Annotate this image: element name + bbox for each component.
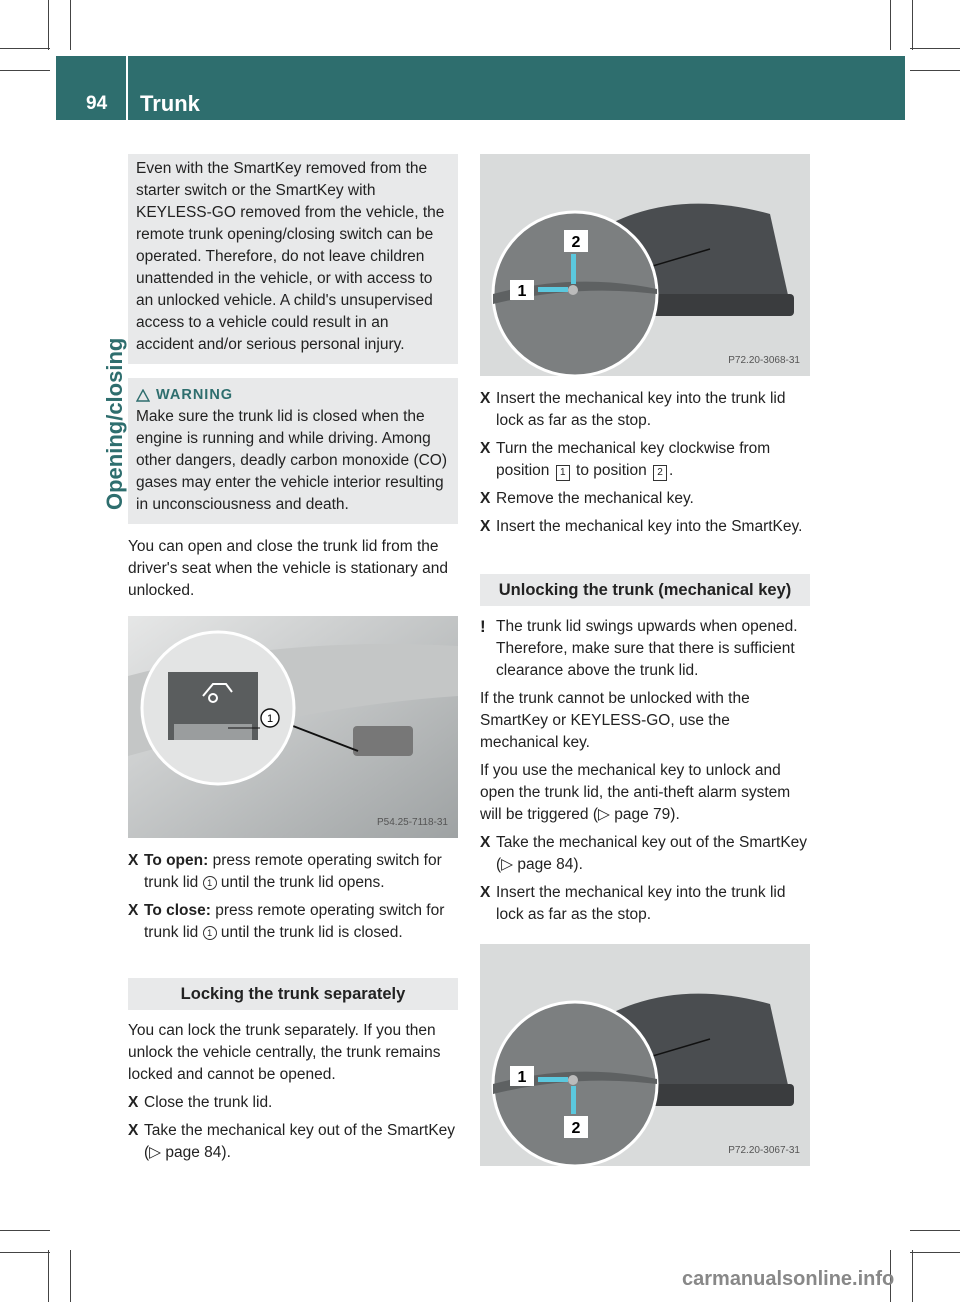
figure-trunk-lock-close-illustration xyxy=(480,944,810,1166)
step-insert-key-2 xyxy=(480,882,810,926)
figure3-code: P72.20-3067-31 xyxy=(728,1145,800,1156)
figure-trunk-switch-illustration xyxy=(128,616,458,838)
crop-mark xyxy=(70,1250,71,1302)
crop-mark xyxy=(0,48,50,49)
crop-mark xyxy=(48,1250,49,1302)
figure2-label-1: 1 xyxy=(517,283,527,300)
step-close-bold: To close: xyxy=(144,902,211,919)
step-text: Remove the mechanical key. xyxy=(496,490,694,507)
crop-mark xyxy=(0,70,50,71)
step-text: Take the mechanical key out of the SmartKey (▷ page 84). xyxy=(496,834,808,873)
right-column xyxy=(480,154,810,1166)
step-insert-smartkey xyxy=(480,516,810,538)
step-open-text-a: press remote operating switch for trunk lid xyxy=(144,852,442,891)
note-text: Even with the SmartKey removed from the starter switch or the SmartKey with KEYLESS-GO removed from the vehicle, the remote trunk opening/closing switch can be operated. Therefore, do not leave children unattended in the vehicle, or with access to an unlocked vehicle. A child's unsupervised access to a vehicle could result in an accident and/or serious personal injury. xyxy=(136,160,445,353)
position-1-badge: 1 xyxy=(556,465,570,481)
warning-text: Make sure the trunk lid is closed when the engine is running and while driving. Among other dangers, deadly carbon monoxide (CO) gases may enter the vehicle interior resulting in unconsciousness and death. xyxy=(136,408,448,513)
crop-mark xyxy=(0,1230,50,1231)
crop-mark xyxy=(910,1252,960,1253)
watermark: carmanualsonline.info xyxy=(682,1268,895,1290)
step-open-text-b: until the trunk lid opens. xyxy=(216,874,385,891)
step-text-c: . xyxy=(669,462,674,479)
step-take-key-out xyxy=(480,832,810,876)
step-marker: X xyxy=(480,834,491,851)
step-marker: X xyxy=(480,884,491,901)
step-marker: X xyxy=(128,902,139,919)
crop-mark xyxy=(70,0,71,50)
step-text: Insert the mechanical key into the trunk lid lock as far as the stop. xyxy=(496,390,786,429)
locking-paragraph: You can lock the trunk separately. If you then unlock the vehicle centrally, the trunk remains locked and cannot be opened. xyxy=(128,1022,441,1083)
crop-mark xyxy=(0,1252,50,1253)
figure-trunk-lock-open-illustration xyxy=(480,154,810,376)
step-close-lid xyxy=(128,1092,458,1114)
page-number: 94 xyxy=(86,93,108,114)
callout-1: 1 xyxy=(203,926,217,940)
step-marker: X xyxy=(480,518,491,535)
step-marker: X xyxy=(128,1094,139,1111)
caution-text: The trunk lid swings upwards when opened. Therefore, make sure that there is sufficient clearance above the trunk lid. xyxy=(496,618,798,679)
step-text: Insert the mechanical key into the SmartKey. xyxy=(496,518,803,535)
step-text: Insert the mechanical key into the trunk lid lock as far as the stop. xyxy=(496,884,786,923)
crop-mark xyxy=(910,48,960,49)
warning-title: WARNING xyxy=(156,387,234,403)
step-text: Close the trunk lid. xyxy=(144,1094,273,1111)
figure3-label-2: 2 xyxy=(571,1120,581,1137)
step-open-bold: To open: xyxy=(144,852,209,869)
caution-icon: ! xyxy=(480,617,486,636)
section-heading-unlocking: Unlocking the trunk (mechanical key) xyxy=(480,574,810,606)
figure-trunk-lock-open xyxy=(480,154,810,376)
step-to-open xyxy=(128,850,458,894)
step-take-key xyxy=(128,1120,458,1164)
step-close-text-a: press remote operating switch for trunk lid xyxy=(144,902,445,941)
note-box xyxy=(128,154,458,364)
crop-mark xyxy=(910,1230,960,1231)
figure1-label: 1 xyxy=(266,713,274,725)
intro-paragraph: You can open and close the trunk lid from the driver's seat when the vehicle is stationary and unlocked. xyxy=(128,538,449,599)
crop-mark xyxy=(912,0,913,50)
step-marker: X xyxy=(480,440,491,457)
section-heading-locking: Locking the trunk separately xyxy=(128,978,458,1010)
step-to-close xyxy=(128,900,458,944)
step-marker: X xyxy=(128,1122,139,1139)
crop-mark xyxy=(912,1250,913,1302)
figure-trunk-lock-close xyxy=(480,944,810,1166)
crop-mark xyxy=(890,0,891,50)
header-separator xyxy=(126,56,128,120)
figure2-label-2: 2 xyxy=(571,234,581,251)
unlock-paragraph-1: If the trunk cannot be unlocked with the SmartKey or KEYLESS-GO, use the mechanical key. xyxy=(480,690,750,751)
step-text-b: to position xyxy=(571,462,652,479)
step-marker: X xyxy=(480,390,491,407)
position-2-badge: 2 xyxy=(653,465,667,481)
figure1-code: P54.25-7118-31 xyxy=(377,817,448,828)
warning-box xyxy=(128,378,458,524)
left-column xyxy=(128,154,458,1164)
section-side-label: Opening/closing xyxy=(102,337,127,510)
warning-triangle-icon xyxy=(136,386,150,408)
step-turn-key xyxy=(480,438,810,482)
unlock-paragraph-2: If you use the mechanical key to unlock and open the trunk lid, the anti-theft alarm system will be triggered (▷ page 79). xyxy=(480,762,791,823)
step-marker: X xyxy=(128,852,139,869)
step-text-a: Turn the mechanical key clockwise from position xyxy=(496,440,771,479)
step-marker: X xyxy=(480,490,491,507)
step-close-text-b: until the trunk lid is closed. xyxy=(216,924,403,941)
crop-mark xyxy=(48,0,49,50)
figure-trunk-switch xyxy=(128,616,458,838)
step-remove-key xyxy=(480,488,810,510)
caution-note xyxy=(480,616,810,682)
figure3-label-1: 1 xyxy=(517,1069,527,1086)
crop-mark xyxy=(910,70,960,71)
callout-1: 1 xyxy=(203,876,217,890)
page-title: Trunk xyxy=(140,91,200,116)
figure2-code: P72.20-3068-31 xyxy=(728,355,800,366)
step-text: Take the mechanical key out of the SmartKey (▷ page 84). xyxy=(144,1122,456,1161)
step-insert-key xyxy=(480,388,810,432)
